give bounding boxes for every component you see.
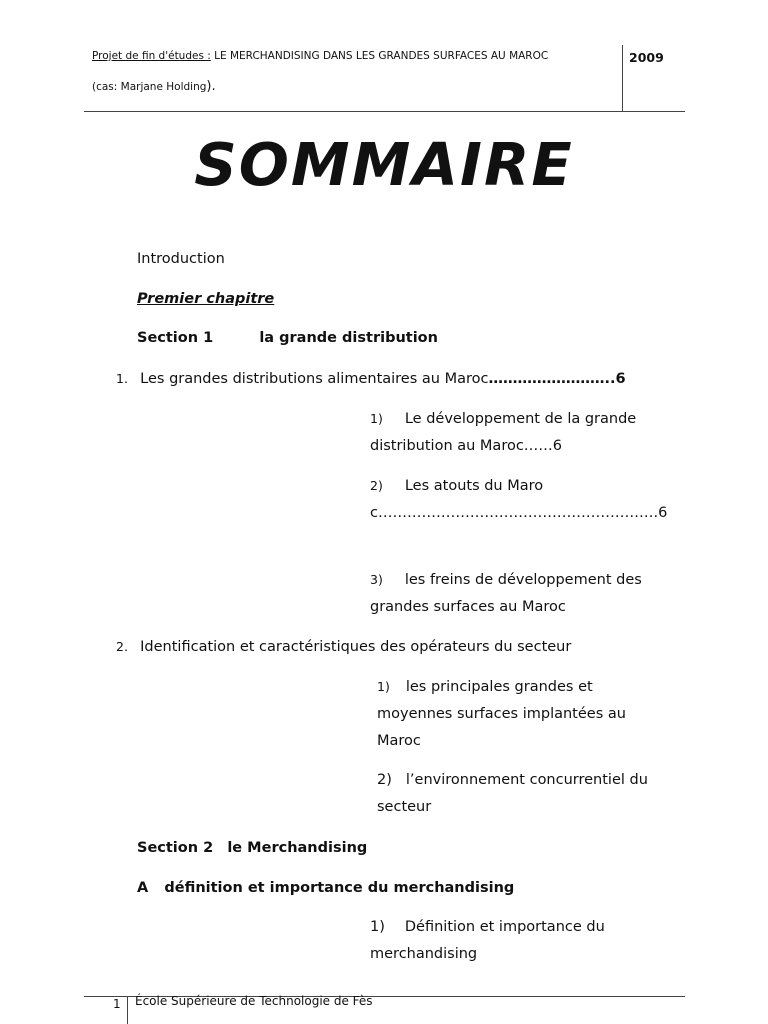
toc-section-1-label: Section 1 bbox=[137, 330, 214, 346]
toc-section-1-title: la grande distribution bbox=[259, 330, 438, 346]
toc-item-2 bbox=[116, 637, 571, 657]
toc-section-1 bbox=[137, 328, 438, 348]
page-title: SOMMAIRE bbox=[194, 130, 574, 199]
toc-section-2-label: Section 2 bbox=[137, 840, 214, 856]
toc-item-1-sub-2 bbox=[370, 472, 670, 527]
toc-item-1 bbox=[116, 369, 626, 389]
header-project-line bbox=[92, 50, 548, 62]
toc-sub-text: Les atouts du Maroc………………………………………………….6 bbox=[370, 478, 668, 521]
toc-item-1-dots: ……………………..6 bbox=[488, 371, 626, 387]
toc-sub-text: les principales grandes et moyennes surfaces implantées au Maroc bbox=[377, 679, 626, 749]
toc-sub-text: Le développement de la grande distribution au Maroc……6 bbox=[370, 411, 637, 454]
toc-item-1-sub-1 bbox=[370, 405, 670, 460]
toc-sub-text: Définition et importance du merchandising bbox=[370, 919, 605, 962]
header-case-close: ). bbox=[206, 79, 216, 94]
header-rule bbox=[84, 111, 685, 112]
toc-sub-number: 1) bbox=[370, 411, 383, 426]
toc-section-a-label: A bbox=[137, 880, 149, 896]
toc-section-a-title: définition et importance du merchandising bbox=[164, 880, 515, 896]
toc-item-1-text: Les grandes distributions alimentaires au Maroc bbox=[140, 371, 489, 387]
toc-sub-number: 1) bbox=[377, 679, 390, 694]
toc-introduction: Introduction bbox=[137, 251, 225, 267]
toc-item-1-sub-3 bbox=[370, 566, 670, 621]
toc-premier-chapitre: Premier chapitre bbox=[137, 291, 275, 307]
toc-sub-text: les freins de développement des grandes surfaces au Maroc bbox=[370, 572, 642, 615]
header-case-text: (cas: Marjane Holding bbox=[92, 81, 207, 93]
header-project-title: LE MERCHANDISING DANS LES GRANDES SURFACES AU MAROC bbox=[210, 50, 549, 62]
footer-vertical-divider bbox=[127, 996, 128, 1024]
toc-sub-number: 2) bbox=[377, 772, 392, 788]
toc-sub-number: 1) bbox=[370, 919, 385, 935]
header-year: 2009 bbox=[629, 50, 664, 65]
toc-section-a bbox=[137, 878, 514, 898]
header-vertical-divider bbox=[622, 45, 623, 111]
toc-item-2-text: Identification et caractéristiques des opérateurs du secteur bbox=[140, 639, 572, 655]
toc-item-2-sub-1 bbox=[377, 673, 667, 755]
toc-sub-number: 2) bbox=[370, 478, 383, 493]
header-case-line bbox=[92, 79, 216, 94]
toc-sub-text: l’environnement concurrentiel du secteur bbox=[377, 772, 648, 815]
toc-section-2-title: le Merchandising bbox=[227, 840, 368, 856]
header-project-label: Projet de fin d'études : bbox=[92, 50, 211, 62]
toc-item-1-number: 1. bbox=[116, 371, 128, 386]
footer-school: École Supérieure de Technologie de Fès bbox=[135, 994, 373, 1008]
toc-item-2-number: 2. bbox=[116, 639, 128, 654]
toc-section-a-sub-1 bbox=[370, 914, 660, 968]
toc-sub-number: 3) bbox=[370, 572, 383, 587]
toc-item-2-sub-2 bbox=[377, 767, 675, 821]
footer-page-number: 1 bbox=[113, 997, 121, 1011]
toc-section-2 bbox=[137, 838, 367, 858]
